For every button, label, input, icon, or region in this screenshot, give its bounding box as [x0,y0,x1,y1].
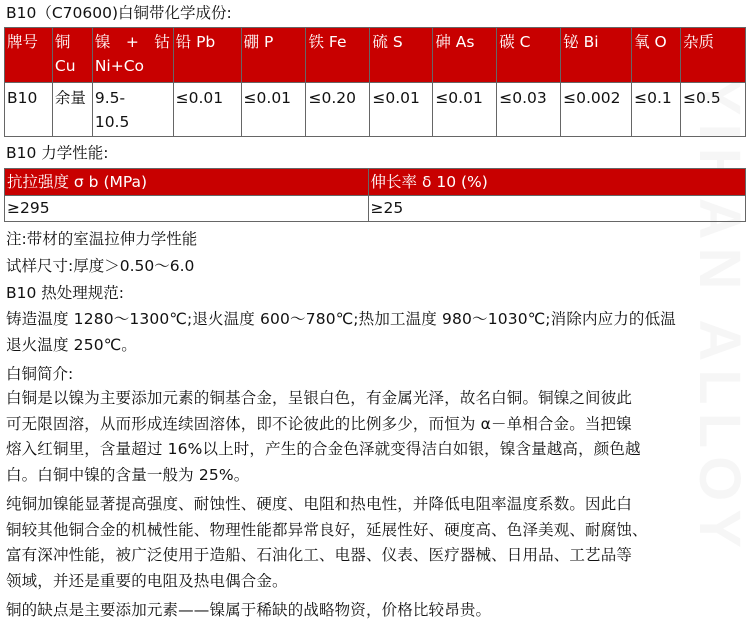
intro-paragraph-3 [6,598,736,624]
header-cell: 铁 Fe [306,28,370,83]
table-cell: ≤0.01 [370,83,433,137]
header-cell: 砷 As [433,28,497,83]
text-line: 铸造温度 1280～1300℃;退火温度 600～780℃;热加工温度 980～1030℃;消除内应力的低温 [6,310,676,328]
text-line: 退火温度 250℃。 [6,335,137,354]
table-cell: ≤0.03 [497,83,561,137]
header-cell: 铋 Bi [561,28,632,83]
table-cell: ≥295 [5,196,369,222]
composition-title: B10（C70600)白铜带化学成份: [6,4,232,22]
table-row [5,196,746,222]
header-cell: 牌号 [5,28,53,83]
text-line: 铜较其他铜合金的机械性能、物理性能都异常良好，延展性好、硬度高、色泽美观、耐腐蚀、 [6,520,648,539]
header-cell: 杂质 [681,28,746,83]
header-cell: 抗拉强度 σ b (MPa) [5,169,369,196]
mechanical-table [4,168,746,222]
heat-treatment-text [6,307,736,358]
note-text: 注:带材的室温拉伸力学性能 [6,230,198,248]
mechanical-header-row [5,169,746,196]
composition-table [4,27,746,137]
table-cell: ≤0.01 [241,83,306,137]
table-cell: 9.5- 10.5 [92,83,173,137]
table-cell: ≤0.20 [306,83,370,137]
table-cell: ≤0.1 [632,83,681,137]
table-cell: ≤0.002 [561,83,632,137]
text-line: 领域，并还是重要的电阻及热电偶合金。 [6,571,288,590]
table-row [5,83,746,137]
text-line: 可无限固溶，从而形成连续固溶体，即不论彼此的比例多少，而恒为 α－单相合金。当把镍 [6,414,632,433]
text-line: 铜的缺点是主要添加元素——镍属于稀缺的战略物资，价格比较昂贵。 [6,601,492,619]
header-cell: 伸长率 δ 10 (%) [368,169,745,196]
table-cell: ≤0.01 [173,83,241,137]
table-cell: ≤0.5 [681,83,746,137]
composition-header-row [5,28,746,83]
header-cell: 铅 Pb [173,28,241,83]
intro-title: 白铜简介: [6,365,74,383]
text-line: 富有深冲性能，被广泛使用于造船、石油化工、电器、仪表、医疗器械、日用品、工艺品等 [6,546,633,565]
intro-paragraph-1 [6,386,736,488]
text-line: 白铜是以镍为主要添加元素的铜基合金，呈银白色，有金属光泽，故名白铜。铜镍之间彼此 [6,389,633,407]
text-line: 纯铜加镍能显著提高强度、耐蚀性、硬度、电阻和热电性，并降低电阻率温度系数。因此白 [6,495,633,513]
header-cell: 氧 O [632,28,681,83]
header-cell: 硫 S [370,28,433,83]
header-cell: 碳 C [497,28,561,83]
intro-paragraph-2 [6,492,736,594]
text-line: 白。白铜中镍的含量一般为 25%。 [6,465,250,484]
text-line: 熔入红铜里，含量超过 16%以上时，产生的合金色泽就变得洁白如银，镍含量越高，颜色越 [6,440,641,459]
mechanical-title: B10 力学性能: [6,144,109,162]
header-cell: 镍 + 钴 Ni+Co [92,28,173,83]
header-cell: 铜 Cu [52,28,92,83]
table-cell: ≥25 [368,196,745,222]
sample-size-text: 试样尺寸:厚度＞0.50～6.0 [6,257,195,275]
table-cell: ≤0.01 [433,83,497,137]
heat-treatment-title: B10 热处理规范: [6,284,125,302]
table-cell: 余量 [52,83,92,137]
header-cell: 硼 P [241,28,306,83]
table-cell: B10 [5,83,53,137]
